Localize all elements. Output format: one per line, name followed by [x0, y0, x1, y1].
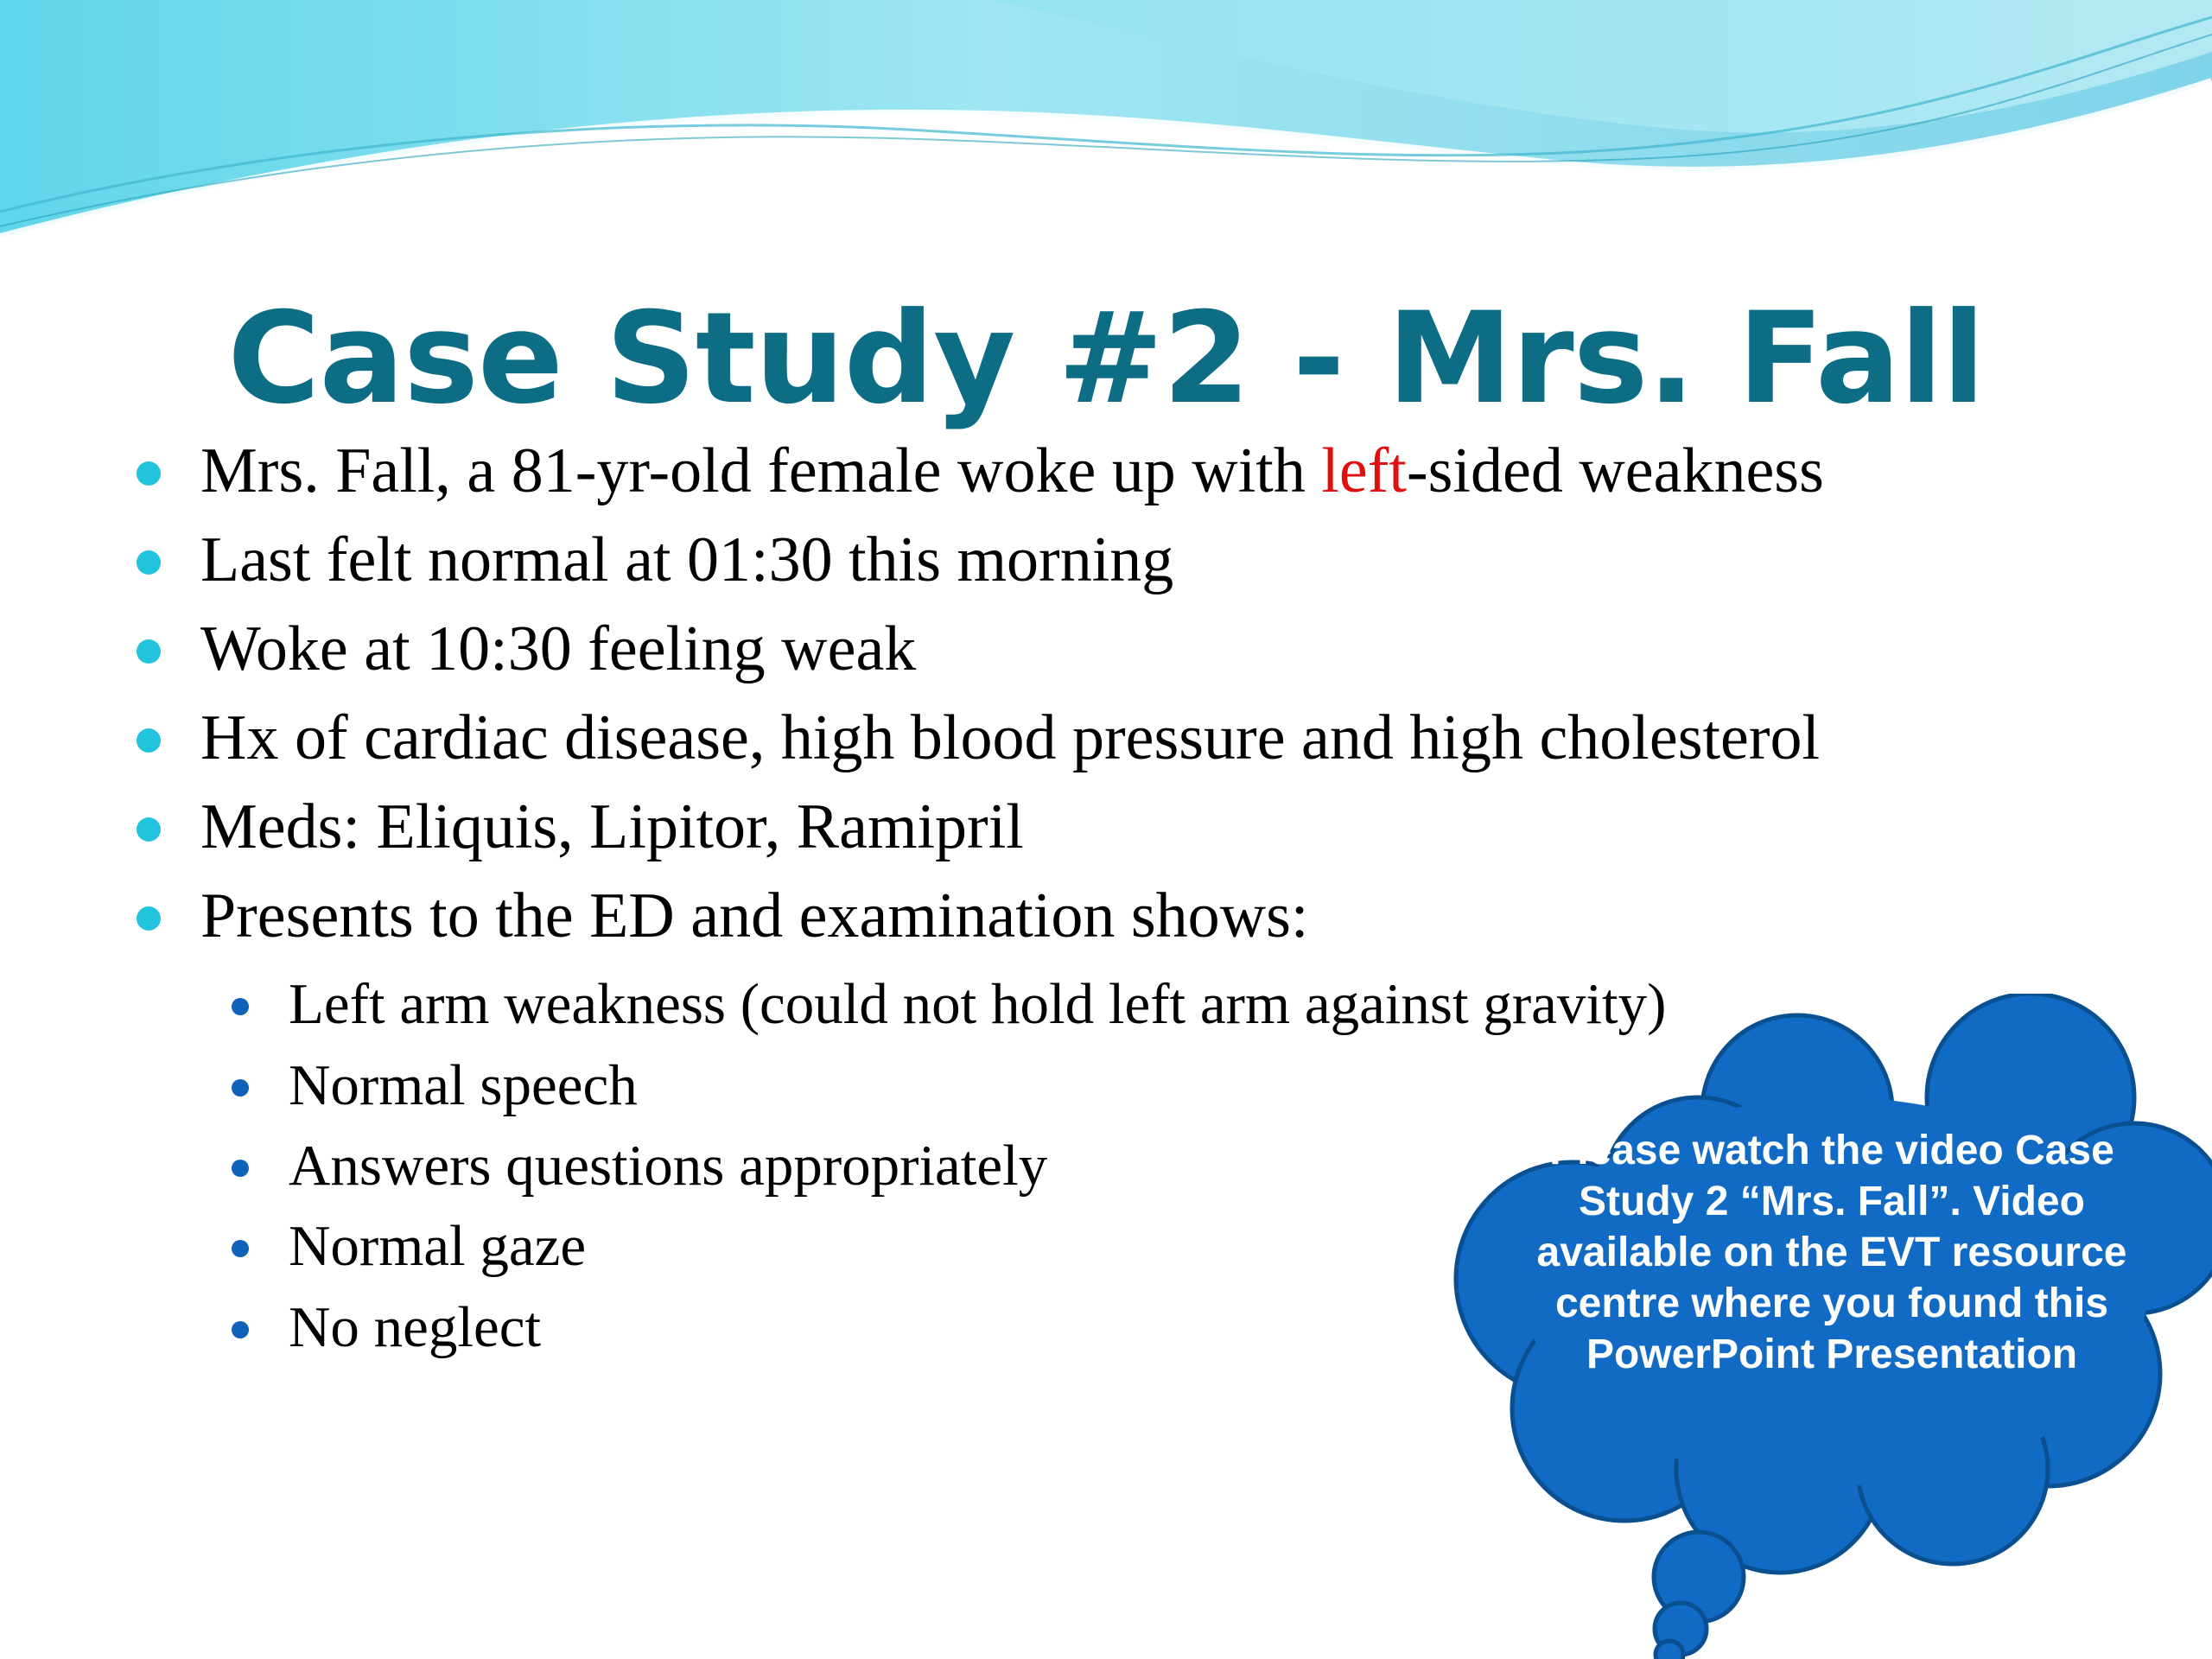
bullet-dot-icon: [137, 906, 161, 931]
sub-bullet-dot-icon: [232, 1079, 249, 1096]
bullet-text: Mrs. Fall, a 81-yr-old female woke up with: [200, 435, 1322, 506]
bullet-item: [200, 788, 1024, 866]
sub-bullet-dot-icon: [232, 1160, 249, 1177]
sub-bullet-text: Normal gaze: [289, 1214, 587, 1278]
bullet-text: Hx of cardiac disease, high blood pressure and high cholesterol: [200, 702, 1821, 773]
sub-bullet-dot-icon: [232, 998, 249, 1015]
sub-bullet-item: [289, 1131, 1047, 1200]
sub-bullet-text: No neglect: [289, 1295, 542, 1359]
highlight-text: left: [1321, 435, 1407, 506]
bullet-dot-icon: [137, 461, 161, 486]
sub-bullet-item: [289, 1051, 638, 1120]
bullet-item: [200, 699, 1820, 777]
sub-bullet-text: Normal speech: [289, 1053, 638, 1117]
bullet-item: [200, 610, 916, 688]
sub-bullet-dot-icon: [232, 1240, 249, 1257]
sub-bullet-item: [289, 1293, 541, 1362]
bullet-text: Woke at 10:30 feeling weak: [200, 613, 917, 684]
sub-bullet-item: [289, 1211, 586, 1281]
bullet-dot-icon: [137, 550, 161, 575]
bullet-text: Presents to the ED and examination shows:: [200, 880, 1309, 951]
bullet-text: -sided weakness: [1406, 435, 1824, 506]
bullet-item: [200, 877, 1308, 955]
sub-bullet-text: Left arm weakness (could not hold left arm against gravity): [289, 972, 1667, 1036]
bullet-dot-icon: [137, 817, 161, 842]
sub-bullet-text: Answers questions appropriately: [289, 1134, 1048, 1198]
bullet-item: [200, 521, 1173, 599]
bullet-item: [200, 432, 1824, 510]
bullet-text: Last felt normal at 01:30 this morning: [200, 524, 1174, 595]
bullet-text: Meds: Eliquis, Lipitor, Ramipril: [200, 791, 1024, 862]
callout-text: Please watch the video Case Study 2 “Mrs. Fall”. Video available on the EVT resource centre where you found this PowerPoint Presentation: [1536, 1128, 2127, 1377]
bullet-dot-icon: [137, 639, 161, 664]
bullet-dot-icon: [137, 728, 161, 753]
sub-bullet-dot-icon: [232, 1321, 249, 1338]
slide-title: Case Study #2 - Mrs. Fall: [227, 285, 1985, 432]
